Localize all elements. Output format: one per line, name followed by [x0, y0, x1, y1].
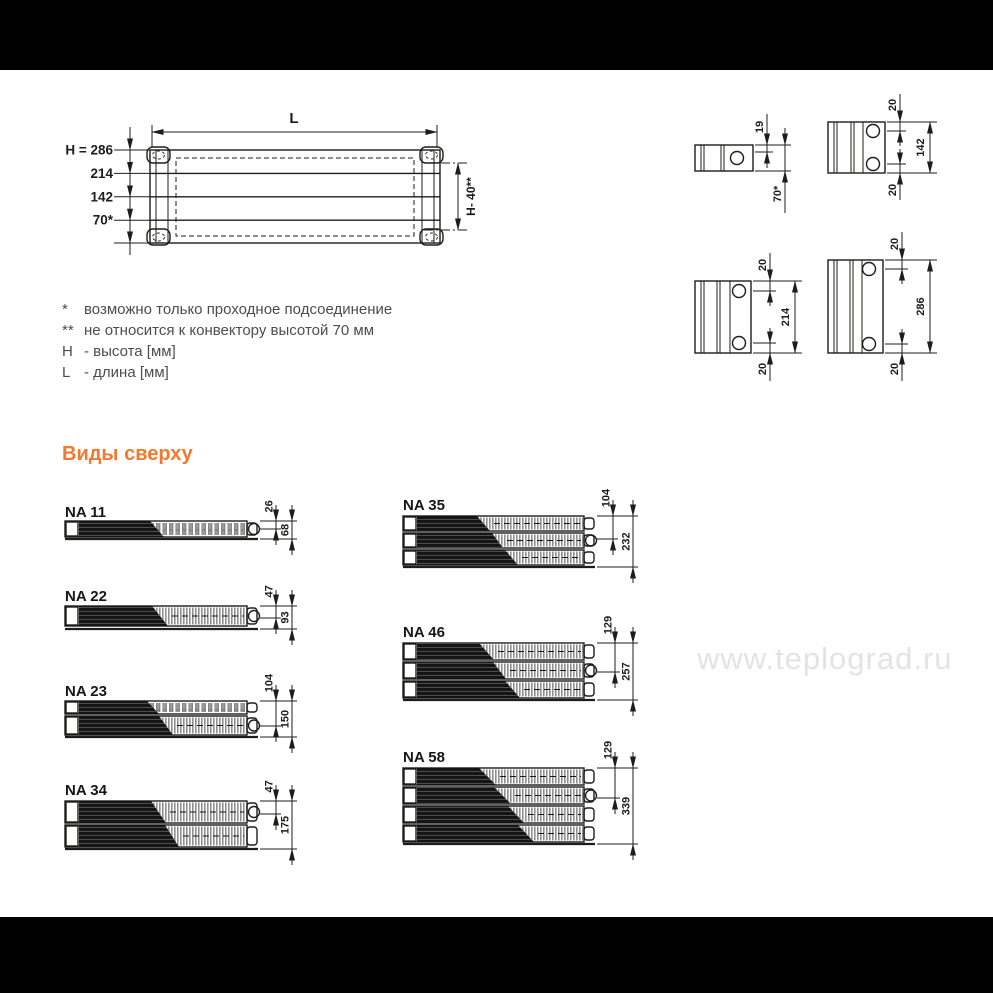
panel-wedge [79, 521, 164, 537]
panel-wedge [417, 550, 518, 565]
top-view-label: NA 46 [403, 624, 445, 641]
footnote-line [62, 341, 392, 362]
panel-wedge [417, 681, 520, 698]
valve-connection-icon [586, 790, 597, 801]
dimension-label: 19 [753, 120, 766, 134]
side-view-height-70 [695, 114, 791, 213]
height-label-214: 214 [90, 165, 113, 181]
end-cap [404, 663, 416, 678]
end-cap [404, 769, 416, 784]
panel-wedge [79, 716, 173, 735]
top-view-label: NA 11 [65, 504, 107, 521]
top-view-na-22 [65, 585, 297, 645]
end-bracket [584, 808, 594, 821]
dimension-label: 20 [888, 237, 901, 251]
watermark: www.teplograd.ru [697, 641, 953, 676]
end-cap [404, 682, 416, 697]
connection-port-icon [733, 285, 746, 298]
panel-wedge [79, 701, 159, 714]
section-heading: Виды сверху [62, 443, 193, 465]
dimension-label: 175 [279, 815, 292, 835]
valve-connection-icon [586, 535, 597, 546]
side-view-height-142 [828, 94, 937, 200]
top-view-label: NA 35 [403, 497, 445, 514]
top-view-na-11 [65, 500, 297, 555]
end-bracket [584, 770, 594, 783]
end-cap [404, 788, 416, 803]
panel-wedge [79, 825, 179, 847]
dimension-label: 47 [263, 780, 276, 793]
h-minus-40-dimension-label: H- 40** [464, 177, 479, 216]
top-view-na-34 [65, 780, 297, 865]
footnote-text: не относится к конвектору высотой 70 мм [84, 322, 375, 339]
end-cap [404, 826, 416, 841]
dimension-label: 129 [602, 740, 615, 760]
footnote-line [62, 320, 392, 341]
footnote-marker: L [62, 364, 71, 381]
panel-wedge [417, 806, 524, 823]
top-views-layer [65, 488, 638, 865]
end-cap [66, 802, 78, 822]
valve-connection-icon [249, 720, 260, 731]
panel-wedge [79, 801, 166, 823]
end-cap [66, 717, 78, 734]
top-view-label: NA 23 [65, 683, 107, 700]
dimension-label: 20 [756, 258, 769, 272]
height-label-70: 70* [92, 212, 113, 228]
end-bracket [584, 683, 594, 696]
footnote-marker: H [62, 343, 73, 360]
dimension-label: 68 [279, 523, 292, 537]
end-cap [66, 702, 78, 713]
panel-wedge [417, 533, 503, 548]
end-bracket [584, 827, 594, 840]
top-view-na-35 [403, 488, 638, 583]
side-view-height-286 [828, 232, 937, 381]
footnote-text: возможно только проходное подсоединение [84, 301, 393, 318]
height-label-142: 142 [90, 189, 113, 205]
end-cap [66, 826, 78, 846]
dimension-label: 129 [602, 615, 615, 635]
connection-port-icon [733, 337, 746, 350]
top-view-label: NA 22 [65, 588, 107, 605]
end-bracket [584, 552, 594, 563]
valve-connection-icon [249, 611, 260, 622]
dimension-label: 26 [263, 500, 276, 513]
top-view-na-46 [403, 616, 638, 716]
end-bracket [247, 703, 257, 712]
panel-wedge [417, 662, 506, 679]
dimension-label: 150 [279, 709, 292, 729]
valve-connection-icon [249, 524, 260, 535]
end-cap [66, 607, 78, 625]
dimension-label: 93 [279, 611, 292, 624]
connection-port-icon [867, 158, 880, 171]
dimension-label: 232 [620, 532, 633, 551]
top-view-na-23 [65, 673, 297, 753]
dimension-label: 20 [756, 362, 769, 376]
top-view-label: NA 34 [65, 782, 107, 799]
dimension-label: 214 [779, 307, 792, 327]
dimension-label: 257 [620, 662, 633, 681]
connection-port-icon [731, 152, 744, 165]
dimension-label: 104 [263, 673, 276, 693]
dimension-label: 70* [771, 185, 784, 203]
valve-connection-icon [586, 665, 597, 676]
dimension-label: 286 [914, 297, 927, 316]
dimension-label: 142 [914, 138, 927, 157]
valve-connection-icon [249, 807, 260, 818]
end-cap [404, 807, 416, 822]
front-view-diagram [65, 110, 478, 255]
end-cap [66, 522, 78, 536]
end-bracket [247, 827, 257, 845]
end-bracket [584, 518, 594, 529]
connection-port-icon [863, 263, 876, 276]
end-cap [404, 517, 416, 530]
footnote-line [62, 362, 392, 383]
dimension-label: 20 [886, 98, 899, 112]
footnote-marker: ** [62, 322, 74, 339]
end-cap [404, 551, 416, 564]
side-view-height-214 [695, 253, 802, 381]
length-dimension-label: L [289, 110, 299, 127]
footnote-text: - высота [мм] [84, 343, 176, 360]
dimension-label: 339 [620, 796, 633, 816]
end-cap [404, 534, 416, 547]
dimension-label: 47 [263, 585, 276, 598]
footnote-line [62, 299, 392, 320]
dimension-label: 20 [888, 362, 901, 376]
panel-wedge [417, 825, 534, 842]
footnotes [62, 299, 392, 383]
end-cap [404, 644, 416, 659]
connection-port-icon [867, 125, 880, 138]
end-bracket [584, 645, 594, 658]
dimension-label: 104 [600, 488, 613, 508]
top-view-na-58 [403, 741, 638, 860]
dimension-label: 20 [886, 183, 899, 197]
connection-port-icon [863, 338, 876, 351]
footnote-marker: * [62, 301, 68, 318]
footnote-text: - длина [мм] [84, 364, 169, 381]
top-view-label: NA 58 [403, 749, 445, 766]
height-label-286: H = 286 [65, 142, 113, 158]
